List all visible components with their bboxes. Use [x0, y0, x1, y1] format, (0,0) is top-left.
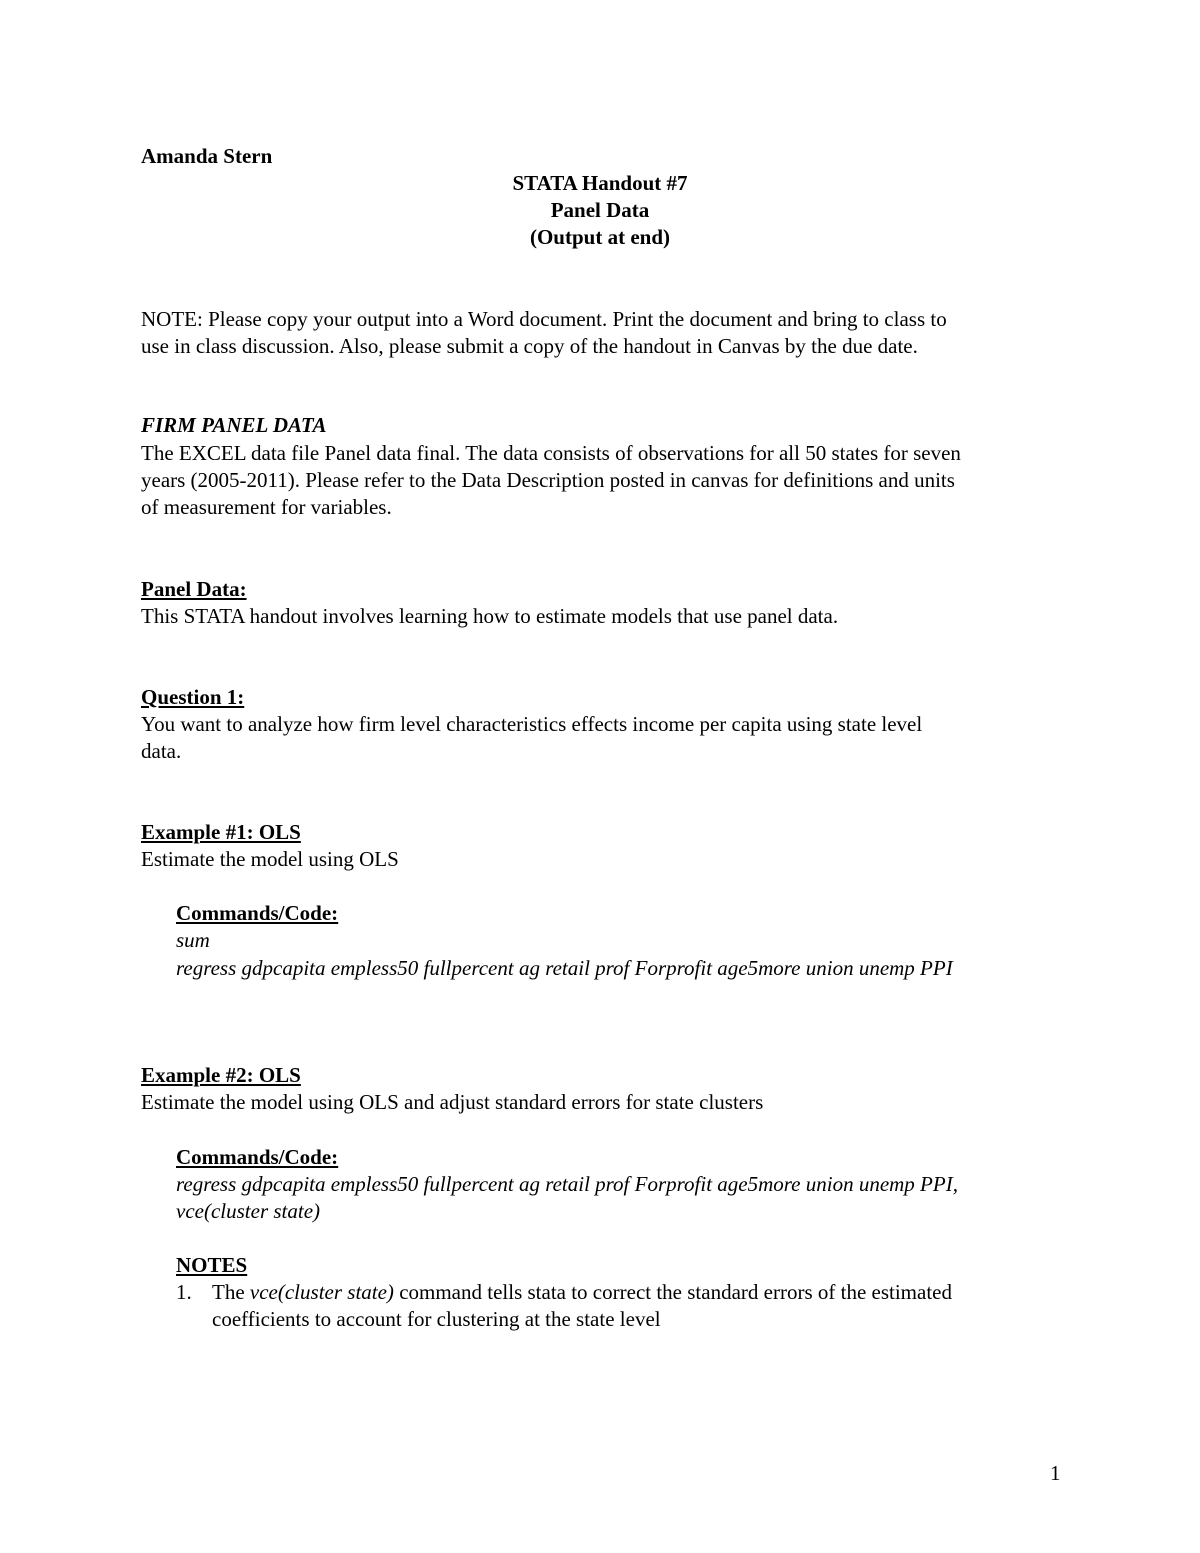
- notes-heading: NOTES: [176, 1253, 248, 1277]
- example-2-text: Estimate the model using OLS and adjust standard errors for state clusters: [141, 1090, 764, 1114]
- document-subtitle: Panel Data: [550, 198, 650, 222]
- question-1-line-2: data.: [141, 739, 182, 763]
- note-1-line-1: [212, 1279, 952, 1306]
- firm-panel-line-3: of measurement for variables.: [141, 495, 392, 519]
- example-2-code-heading: Commands/Code:: [176, 1145, 339, 1169]
- firm-panel-line-1: The EXCEL data file Panel data final. The data consists of observations for all 50 states for seven: [141, 441, 961, 465]
- output-note: (Output at end): [529, 225, 671, 249]
- example-1-heading: Example #1: OLS: [141, 820, 301, 844]
- example-2-code-line-1: regress gdpcapita empless50 fullpercent ag retail prof Forprofit age5more union unemp PPI,: [176, 1172, 958, 1196]
- note-1-post: command tells stata to correct the standard errors of the estimated: [393, 1280, 952, 1304]
- author-name: Amanda Stern: [141, 144, 273, 168]
- panel-data-text: This STATA handout involves learning how to estimate models that use panel data.: [141, 604, 839, 628]
- note-1-pre: The: [212, 1280, 250, 1304]
- example-1-text: Estimate the model using OLS: [141, 847, 399, 871]
- note-1-line-2: coefficients to account for clustering at the state level: [212, 1307, 661, 1331]
- question-1-heading: Question 1:: [141, 685, 245, 709]
- page-number: 1: [1050, 1461, 1061, 1485]
- intro-note-line-2: use in class discussion. Also, please submit a copy of the handout in Canvas by the due date.: [141, 334, 918, 358]
- example-2-code-line-2: vce(cluster state): [176, 1199, 321, 1223]
- firm-panel-heading: FIRM PANEL DATA: [141, 413, 327, 437]
- question-1-line-1: You want to analyze how firm level characteristics effects income per capita using state level: [141, 712, 923, 736]
- intro-note-line-1: NOTE: Please copy your output into a Word document. Print the document and bring to class to: [141, 307, 947, 331]
- note-1-code: vce(cluster state): [249, 1280, 394, 1304]
- example-1-code-heading: Commands/Code:: [176, 901, 339, 925]
- panel-data-heading: Panel Data:: [141, 577, 247, 601]
- note-1-number: 1.: [176, 1280, 192, 1304]
- example-1-code-line-2: regress gdpcapita empless50 fullpercent ag retail prof Forprofit age5more union unemp PPI: [176, 956, 953, 980]
- example-1-code-line-1: sum: [176, 928, 210, 952]
- firm-panel-line-2: years (2005-2011). Please refer to the Data Description posted in canvas for definitions and units: [141, 468, 955, 492]
- example-2-heading: Example #2: OLS: [141, 1063, 301, 1087]
- document-title: STATA Handout #7: [512, 171, 688, 195]
